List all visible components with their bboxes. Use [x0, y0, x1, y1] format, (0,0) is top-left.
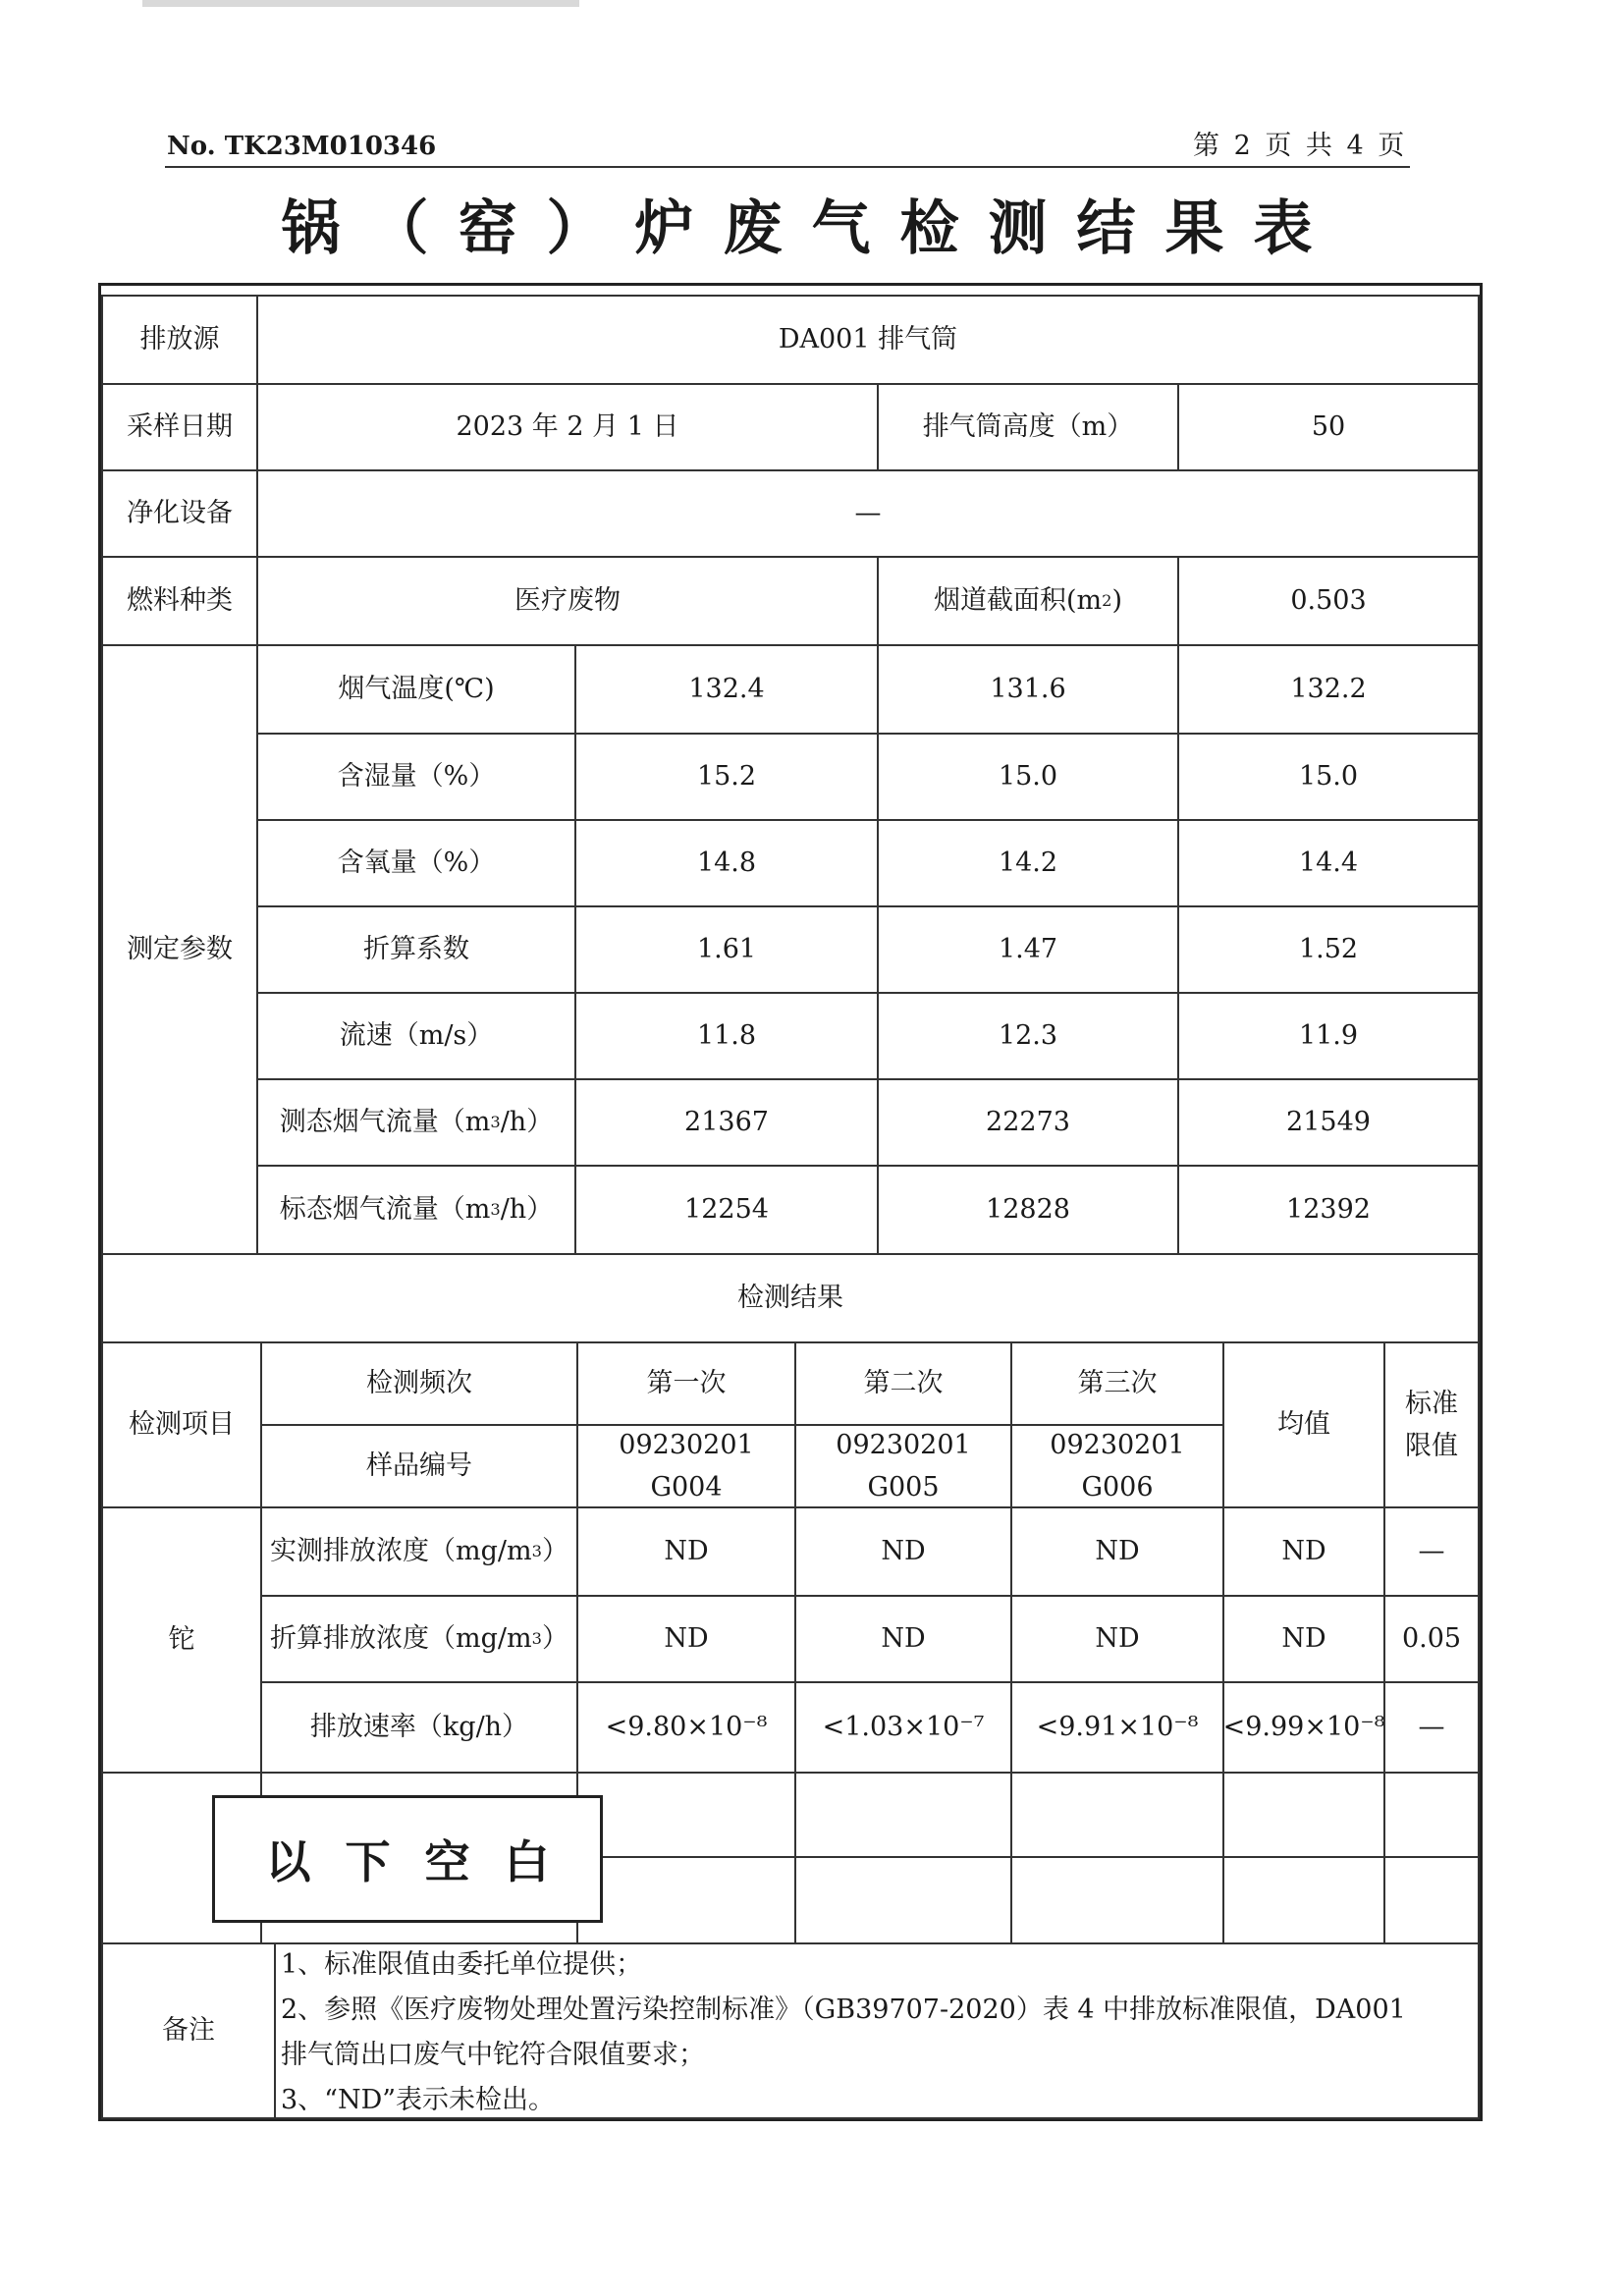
result-value: ND	[576, 1595, 796, 1683]
limit-label-line: 标准	[1405, 1388, 1458, 1419]
date-label: 采样日期	[101, 383, 258, 471]
blank-char: 白	[504, 1835, 550, 1888]
limit-label	[1383, 1341, 1480, 1508]
height-value: 50	[1177, 383, 1480, 471]
remarks-label: 备注	[101, 1942, 276, 2119]
param-value: 12.3	[877, 992, 1179, 1080]
result-limit: 0.05	[1383, 1595, 1480, 1683]
param-value: 132.4	[574, 644, 879, 735]
sample-line: 09230201	[619, 1429, 754, 1460]
purify-label: 净化设备	[101, 469, 258, 558]
empty-cell	[576, 1772, 796, 1858]
results-title: 检测结果	[101, 1253, 1480, 1343]
source-value: DA001 排气筒	[256, 295, 1480, 385]
param-value: 21549	[1177, 1078, 1480, 1167]
sample-line: G004	[650, 1472, 723, 1503]
result-avg: <9.99×10⁻⁸	[1222, 1681, 1385, 1774]
remark-line: 排气筒出口废气中铊符合限值要求；	[281, 2040, 705, 2070]
param-value: 1.47	[877, 905, 1179, 994]
doc-number: No. TK23M010346	[167, 132, 437, 161]
param-value: 131.6	[877, 644, 1179, 735]
param-value: 15.2	[574, 733, 879, 821]
run-2: 第二次	[794, 1341, 1012, 1426]
fuel-value: 医疗废物	[256, 556, 879, 646]
param-value: 14.4	[1177, 819, 1480, 907]
result-value: <1.03×10⁻⁷	[794, 1681, 1012, 1774]
avg-label: 均值	[1222, 1341, 1385, 1508]
param-value: 1.61	[574, 905, 879, 994]
blank-char: 以	[265, 1835, 311, 1888]
param-name: 烟气温度(℃)	[256, 644, 576, 735]
area-label: 烟道截面积(m 2 )	[877, 556, 1179, 646]
param-value: 12828	[877, 1165, 1179, 1255]
param-name: 含湿量（%）	[256, 733, 576, 821]
result-avg: ND	[1222, 1506, 1385, 1597]
height-label: 排气筒高度（m）	[877, 383, 1179, 471]
result-value: ND	[1010, 1595, 1224, 1683]
result-limit: —	[1383, 1506, 1480, 1597]
sample-line: 09230201	[1050, 1429, 1185, 1460]
page-number: 第 2 页 共 4 页	[1193, 131, 1408, 161]
param-name: 测态烟气流量（m 3 /h）	[256, 1078, 576, 1167]
empty-cell	[1222, 1772, 1385, 1858]
param-value: 1.52	[1177, 905, 1480, 994]
params-group-label: 测定参数	[101, 644, 258, 1255]
pollutant-label: 铊	[101, 1506, 262, 1774]
result-value: <9.80×10⁻⁸	[576, 1681, 796, 1774]
result-name: 折算排放浓度（mg/m 3 ）	[260, 1595, 578, 1683]
freq-label: 检测频次	[260, 1341, 578, 1426]
empty-cell	[1383, 1856, 1480, 1944]
empty-cell	[794, 1772, 1012, 1858]
sample-line: 09230201	[836, 1429, 971, 1460]
param-value: 22273	[877, 1078, 1179, 1167]
run-1: 第一次	[576, 1341, 796, 1426]
area-value: 0.503	[1177, 556, 1480, 646]
sample-label: 样品编号	[260, 1424, 578, 1508]
date-value: 2023 年 2 月 1 日	[256, 383, 879, 471]
result-name: 实测排放浓度（mg/m 3 ）	[260, 1506, 578, 1597]
blank-char: 空	[424, 1835, 470, 1888]
param-name: 含氧量（%）	[256, 819, 576, 907]
blank-below-stamp	[212, 1795, 603, 1923]
result-value: ND	[1010, 1506, 1224, 1597]
param-value: 11.8	[574, 992, 879, 1080]
scan-top-bar	[142, 0, 579, 7]
param-name: 标态烟气流量（m 3 /h）	[256, 1165, 576, 1255]
empty-cell	[1222, 1856, 1385, 1944]
param-value: 12392	[1177, 1165, 1480, 1255]
empty-cell	[1010, 1772, 1224, 1858]
empty-cell	[1383, 1772, 1480, 1858]
blank-char: 下	[345, 1835, 391, 1888]
param-value: 21367	[574, 1078, 879, 1167]
item-label: 检测项目	[101, 1341, 262, 1508]
param-value: 12254	[574, 1165, 879, 1255]
empty-cell	[1010, 1856, 1224, 1944]
sample-line: G005	[867, 1472, 940, 1503]
param-name: 折算系数	[256, 905, 576, 994]
sample-2	[794, 1424, 1012, 1508]
param-value: 15.0	[1177, 733, 1480, 821]
header-rule	[165, 166, 1410, 168]
source-label: 排放源	[101, 295, 258, 385]
result-value: ND	[794, 1506, 1012, 1597]
run-3: 第三次	[1010, 1341, 1224, 1426]
result-name: 排放速率（kg/h）	[260, 1681, 578, 1774]
result-value: ND	[576, 1506, 796, 1597]
fuel-label: 燃料种类	[101, 556, 258, 646]
result-value: <9.91×10⁻⁸	[1010, 1681, 1224, 1774]
param-value: 11.9	[1177, 992, 1480, 1080]
page-title: 锅（窑）炉废气检测结果表	[281, 194, 1342, 263]
remark-line: 1、标准限值由委托单位提供；	[281, 1949, 643, 1980]
empty-cell	[576, 1856, 796, 1944]
purify-value: —	[256, 469, 1480, 558]
sample-3	[1010, 1424, 1224, 1508]
remarks-text	[281, 1942, 1481, 2123]
param-value: 14.2	[877, 819, 1179, 907]
sample-line: G006	[1081, 1472, 1154, 1503]
param-name: 流速（m/s）	[256, 992, 576, 1080]
param-value: 132.2	[1177, 644, 1480, 735]
empty-cell	[794, 1856, 1012, 1944]
result-avg: ND	[1222, 1595, 1385, 1683]
param-value: 14.8	[574, 819, 879, 907]
result-value: ND	[794, 1595, 1012, 1683]
sample-1	[576, 1424, 796, 1508]
remark-line: 2、参照《医疗废物处理处置污染控制标准》（GB39707-2020）表 4 中排放标准限值，DA001	[281, 1995, 1406, 2025]
remark-line: 3、“ND”表示未检出。	[281, 2085, 556, 2115]
limit-label-line: 限值	[1405, 1431, 1458, 1461]
result-limit: —	[1383, 1681, 1480, 1774]
param-value: 15.0	[877, 733, 1179, 821]
